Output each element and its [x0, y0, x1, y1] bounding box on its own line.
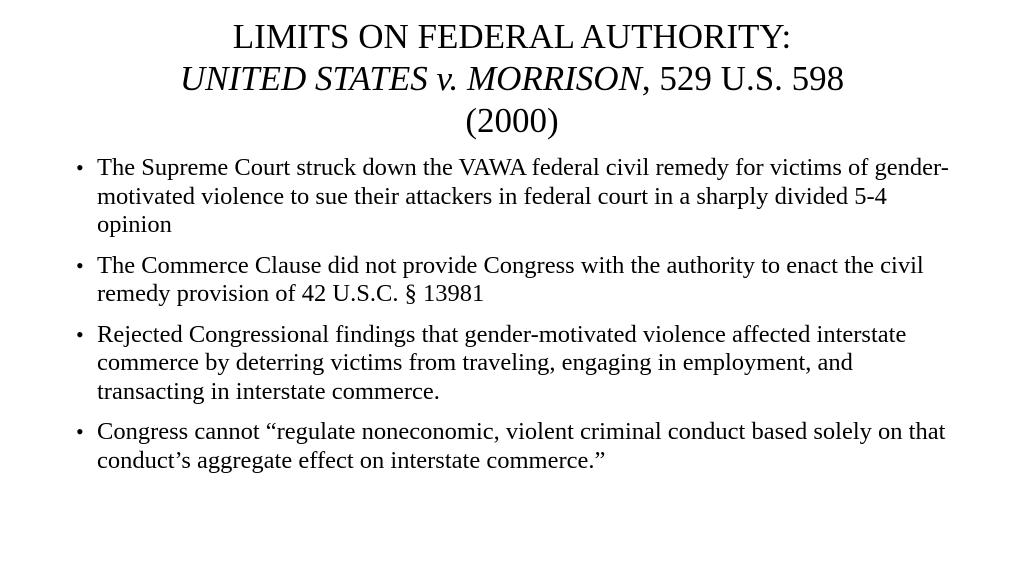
title-line-2 — [60, 58, 964, 100]
list-item — [76, 321, 956, 407]
list-item — [76, 154, 956, 240]
bullet-icon: • — [76, 252, 84, 278]
case-name: UNITED STATES v. MORRISON — [179, 59, 642, 98]
bullet-text: The Supreme Court struck down the VAWA federal civil remedy for victims of gender-motivated violence to sue their attackers in federal court in a sharply divided 5-4 opinion — [97, 154, 949, 238]
title-line-1: LIMITS ON FEDERAL AUTHORITY: — [232, 17, 792, 56]
bullet-text: Rejected Congressional findings that gender-motivated violence affected interstate commerce by deterring victims from traveling, engaging in employment, and transacting in interstate commerce. — [97, 320, 907, 405]
bullet-icon: • — [76, 155, 84, 180]
bullet-icon: • — [76, 321, 84, 347]
slide-title — [60, 16, 964, 142]
bullet-list — [76, 154, 956, 487]
case-year: (2000) — [465, 101, 559, 140]
bullet-text: The Commerce Clause did not provide Congress with the authority to enact the civil remedy provision of 42 U.S.C. § 13981 — [97, 251, 924, 307]
list-item — [76, 252, 956, 309]
list-item — [76, 418, 956, 475]
bullet-icon: • — [76, 419, 84, 444]
case-citation: , 529 U.S. 598 — [641, 59, 845, 98]
bullet-text: Congress cannot “regulate noneconomic, violent criminal conduct based solely on that conduct’s aggregate effect on interstate commerce.” — [97, 418, 946, 474]
